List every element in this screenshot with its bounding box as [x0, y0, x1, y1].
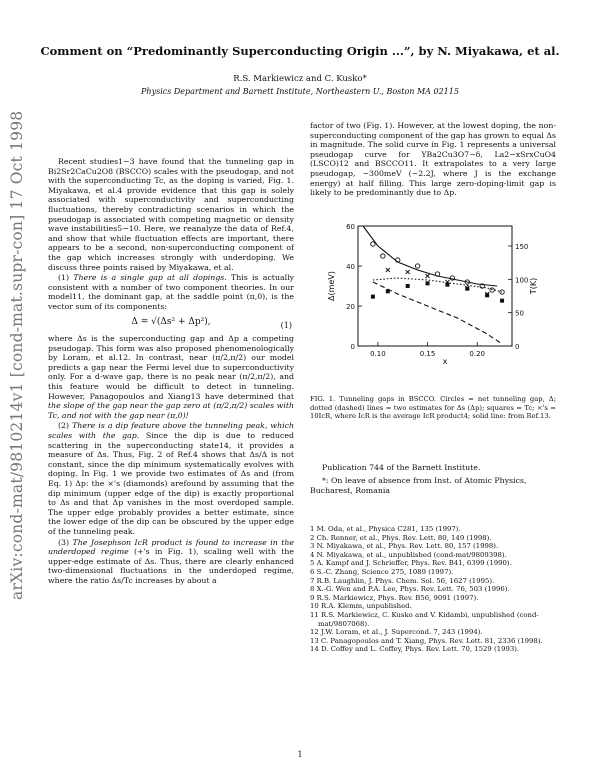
x-axis-label: x: [442, 357, 448, 366]
eq-explain-text: where Δs is the superconducting gap and Δp a competing pseudogap. This form was also proposed phenomenologically by Loram, et al.12. In contrast, near (π/2,π/2) our model predicts a gap near the Fermi level due to superconductivity only. For a d-wave gap, there is no peak near (π/2,π/2), and this feature would be difficult to detect in tunneling. However, Panagopoulos and Xiang13 have determined that: [48, 334, 294, 401]
paragraph-point-3: [48, 538, 294, 586]
series-line-dashed: [373, 282, 502, 344]
reference-item: 1 M. Oda, et al., Physica C281, 135 (1997).: [310, 525, 461, 533]
paragraph-intro: Recent studies1−3 have found that the tunneling gap in Bi2Sr2CaCu2O8 (BSCCO) scales with the pseudogap, and not with the superconducting Tc, as the doping is varied, Fig. 1. Miyakawa, et al.4 provide evidence that this gap is solely associated with superconductivity and superconducting fluctuations, thereby contradicting scenarios in which the pseudogap is associated with competing magnetic or density wave instabilities5−10. Here, we reanalyze the data of Ref.4, and show that while fluctuation effects are important, there appears to be a second, non-superconducting component of the gap which increases strongly with underdoping. We discuss three points raised by Miyakawa, et al.: [48, 157, 294, 272]
equation-text: Δ = √(Δs² + Δp²),: [131, 316, 211, 327]
y2-tick-label: 100: [515, 276, 529, 285]
chart-marks: [363, 226, 504, 344]
arxiv-stamp: arXiv:cond-mat/9810214v1 [cond-mat.supr-con] 17 Oct 1998: [8, 110, 26, 600]
reference-item: 4 N. Miyakawa, et al., unpublished (cond-mat/9809398).: [310, 550, 507, 559]
tc-square-point: [406, 284, 410, 288]
reference-item: 11 R.S. Markiewicz, C. Kusko and V. Kidambi, unpublished (cond-mat/9807068).: [310, 610, 539, 628]
y-tick-label: 0: [350, 343, 355, 351]
icr-x-point: [386, 268, 390, 272]
page-number: 1: [297, 750, 303, 759]
reference-item: 9 R.S. Markiewicz, Phys. Rev. B56, 9091 (1997).: [310, 593, 479, 602]
reference-item: 5 A. Kampf and J. Schrieffer, Phys. Rev. B41, 6399 (1990).: [310, 559, 512, 568]
tc-square-point: [371, 295, 375, 299]
y-axis-label: Δ(meV): [327, 271, 336, 301]
paragraph-point-1: [48, 273, 294, 311]
gap-circle-point: [381, 254, 385, 258]
tc-square-point: [500, 299, 504, 303]
references-list: [310, 525, 556, 654]
eq-explain-emphasis: the slope of the gap near the gap zero at (π/2,π/2) scales with Tc, and not with the gap near (π,0)!: [48, 401, 294, 420]
reference-item: 3 N. Miyakawa, et al., Phys. Rev. Lett. 80, 157 (1998).: [310, 542, 499, 551]
reference-item: 10 R.A. Klemm, unpublished.: [310, 602, 412, 611]
point-heading: There is a single gap at all dopings.: [73, 273, 227, 283]
point-heading: The Josephson IcR product is found to increase in the underdoped regime: [48, 537, 294, 557]
x-tick-label: 0.15: [419, 350, 436, 358]
point-text: Since the dip is due to reduced scattering in the superconducting state14, it provides a measure of Δs. Thus, Fig. 2 of Ref.4 shows that Δs/Δ is not constant, since the dip minimum systematically evolves with doping. In Fig. 1 we provide two estimates of Δs and (from Eq. 1) Δp: the ×'s (diamonds) arefound by assuming that the dip minimum (upper edge of the dip) is exactly proportional to Δs and that Δp vanishes in the most overdoped sample. The upper edge probably provides a better estimate, since the lower edge of the dip can be obscured by the upper edge of the tunneling peak.: [48, 431, 294, 536]
reference-item: 13 C. Panagopoulos and T. Xiang, Phys. Rev. Lett. 81, 2336 (1998).: [310, 636, 543, 645]
right-column-top: [310, 121, 556, 199]
equation-number: (1): [280, 320, 292, 330]
paragraph-point-2: [48, 421, 294, 536]
icr-x-point: [426, 274, 430, 278]
paper-affiliation: Physics Department and Barnett Institute, Northeastern U., Boston MA 02115: [141, 87, 459, 96]
paragraph-eq-explain: [48, 334, 294, 420]
left-column: [48, 157, 294, 587]
point-text: This is actually consistent with a number of two component theories. In our model11, the dominant gap, at the saddle point (π,0), is the vector sum of its components:: [48, 273, 295, 311]
paragraph-continuation: factor of two (Fig. 1). However, at the lowest doping, the non-superconducting component of the gap has grown to equal Δs in magnitude. The solid curve in Fig. 1 represents a universal pseudogap curve for YBa2Cu3O7−δ, La2−xSrxCuO4 (LSCO)12 and BSCCO11. It extrapolates to a very large pseudogap, ~300meV (~2.2J, where J is the exchange energy) at half filling. This large zero-doping-limit gap is likely to be predominantly due to Δp.: [310, 121, 556, 198]
figure-1-caption: FIG. 1. Tunneling gaps in BSCCO. Circles = net tunneling gap, Δ; dotted (dashed) lines = two estimates for Δs (Δp); squares = Tc; ×'s = 10IcR, where IcR is the average IcR product4; solid line: from Ref.13.: [310, 395, 556, 421]
gap-circle-point: [490, 288, 494, 292]
y2-axis-label: T(K): [529, 277, 538, 295]
paper-title: Comment on “Predominantly Superconducting Origin ...”, by N. Miyakawa, et al.: [40, 44, 560, 58]
gap-circle-point: [415, 264, 419, 268]
y-tick-label: 60: [346, 223, 355, 231]
point-label: (1): [58, 273, 74, 283]
tc-square-point: [426, 281, 430, 285]
point-heading: There is a dip feature above the tunneling peak, which scales with the gap.: [48, 421, 294, 441]
point-text: (+'s in Fig. 1), scaling well with the upper-edge estimate of Δs. Thus, there are clearly enhanced two-dimensional fluctuations in the underdoped regime, where the ratio Δs/Tc increases by about a: [48, 547, 294, 585]
reference-item: 2 Ch. Renner, et al., Phys. Rev. Lett. 80, 149 (1998).: [310, 533, 492, 542]
point-label: (2): [58, 421, 73, 431]
leave-note: *: On leave of absence from Inst. of Atomic Physics, Bucharest, Romania: [310, 476, 527, 495]
reference-item: 14 D. Coffey and L. Coffey, Phys. Rev. Lett. 70, 1529 (1993).: [310, 645, 520, 654]
reference-item: 8 X.-G. Wen and P.A. Lee, Phys. Rev. Lett. 76, 503 (1996).: [310, 585, 510, 594]
icr-x-point: [406, 270, 410, 274]
y-tick-label: 40: [346, 263, 355, 271]
y2-tick-label: 0: [515, 343, 520, 351]
paper-authors: R.S. Markiewicz and C. Kusko*: [233, 74, 367, 84]
figure-1-chart: [322, 218, 548, 378]
chart-axes: [327, 223, 538, 366]
publication-note: Publication 744 of the Barnett Institute.: [322, 463, 481, 472]
point-label: (3): [58, 537, 73, 547]
gap-circle-point: [371, 242, 375, 246]
reference-item: 7 R.B. Laughlin, J. Phys. Chem. Sol. 56, 1627 (1995).: [310, 576, 495, 585]
x-tick-label: 0.20: [469, 350, 486, 358]
y2-tick-label: 50: [515, 309, 524, 318]
x-tick-label: 0.10: [370, 350, 386, 358]
equation-1: [48, 318, 294, 328]
tc-square-point: [465, 287, 469, 291]
y2-tick-label: 150: [515, 243, 529, 251]
reference-item: 6 S.-C. Zhang, Science 275, 1089 (1997).: [310, 567, 454, 576]
reference-item: 12 J.W. Loram, et al., J. Supercond. 7, 243 (1994).: [310, 628, 483, 637]
y-tick-label: 20: [346, 303, 355, 311]
